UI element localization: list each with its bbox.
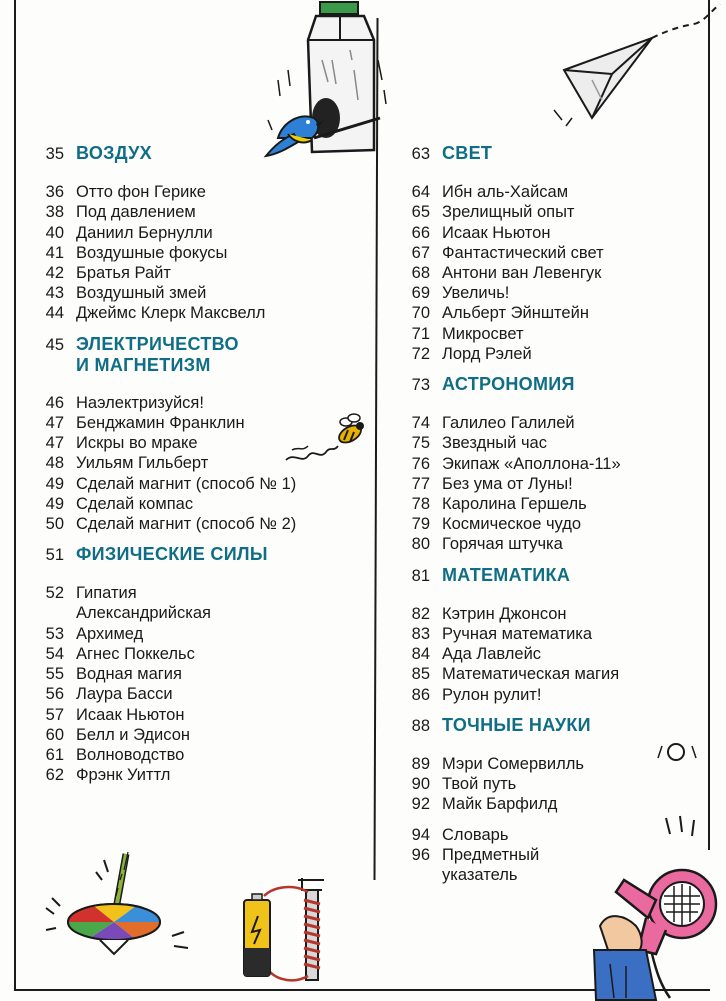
page-number: 80 [411, 535, 430, 554]
entry-title [442, 664, 619, 684]
page-number: 51 [45, 546, 64, 565]
page-number: 78 [411, 495, 430, 513]
entry-title [76, 624, 143, 644]
page-number: 89 [411, 755, 430, 773]
toc-entry [28, 684, 173, 704]
entry-title [442, 433, 547, 453]
entry-title [442, 324, 524, 344]
title-line: АСТРОНОМИЯ [442, 374, 575, 394]
title-line: Рулон рулит! [442, 685, 542, 704]
title-line: Воздушный змей [76, 284, 207, 303]
entry-title [442, 514, 581, 534]
title-line: Отто фон Герике [76, 183, 206, 202]
page-number: 76 [411, 454, 430, 473]
toc-entry [394, 754, 584, 774]
title-line: Наэлектризуйся! [76, 393, 204, 412]
page-number: 43 [45, 284, 64, 303]
title-line: Агнес Поккельс [76, 645, 195, 663]
title-line: Воздушные фокусы [76, 243, 228, 262]
entry-title [76, 182, 206, 202]
toc-entry [394, 774, 516, 794]
title-line-2: И МАГНЕТИЗМ [76, 354, 211, 375]
page-number: 83 [411, 625, 430, 643]
entry-title [76, 243, 227, 263]
section-heading [394, 374, 575, 395]
page-number: 38 [45, 203, 64, 222]
entry-title [442, 243, 604, 263]
entry-title [76, 202, 196, 222]
entry-title [76, 474, 296, 494]
page-number: 94 [411, 825, 430, 844]
entry-title [442, 344, 532, 364]
title-line: Волноводство [76, 746, 185, 764]
toc-entry [394, 324, 524, 344]
page-number: 64 [411, 183, 430, 202]
toc-entry [394, 794, 557, 814]
page-number: 79 [411, 515, 430, 534]
title-line: Под давлением [76, 203, 196, 222]
toc-entry [28, 494, 193, 514]
entry-title [442, 223, 550, 243]
toc-entry [28, 223, 213, 243]
title-line: Галилео Галилей [442, 414, 575, 433]
toc-entry [394, 454, 621, 474]
page-number: 77 [411, 474, 430, 493]
toc-entry [394, 344, 532, 364]
title-line: Зрелищный опыт [442, 203, 575, 222]
title-line: Уильям Гильберт [76, 454, 209, 473]
entry-title [76, 725, 190, 745]
toc-entry [28, 583, 211, 623]
title-line: Братья Райт [76, 264, 171, 282]
title-line-2: Александрийская [76, 604, 211, 623]
page-number: 56 [45, 685, 64, 704]
section-title [442, 374, 575, 395]
title-line: Предметный [442, 845, 540, 864]
entry-title [76, 684, 173, 704]
page-number: 81 [411, 566, 430, 585]
entry-title [442, 283, 509, 303]
title-line: Альберт Эйнштейн [442, 304, 589, 323]
title-line: Без ума от Луны! [442, 474, 573, 493]
page-number: 41 [45, 243, 64, 262]
title-line: Сделай компас [76, 494, 194, 513]
entry-title [442, 685, 541, 705]
page-number: 96 [411, 845, 430, 864]
title-line: Сделай магнит (способ № 1) [76, 474, 297, 493]
toc-entry [394, 243, 604, 263]
title-line: Джеймс Клерк Максвелл [76, 304, 266, 323]
toc-entry [28, 303, 265, 323]
entry-title [76, 514, 296, 534]
entry-title [442, 202, 575, 222]
page-number: 63 [411, 145, 430, 163]
entry-title [76, 433, 198, 453]
page-number: 42 [45, 264, 64, 282]
title-line: Бенджамин Франклин [76, 414, 245, 432]
title-line: Ибн аль-Хайсам [442, 183, 569, 202]
entry-title [442, 454, 621, 474]
entry-title [76, 263, 171, 283]
entry-title [76, 393, 204, 413]
toc-entry [394, 664, 619, 684]
toc-entry [394, 223, 550, 243]
page-number: 82 [411, 604, 430, 623]
page-number: 55 [45, 665, 64, 684]
section-title [442, 565, 570, 586]
toc-entry [28, 433, 198, 453]
entry-title [442, 825, 508, 845]
title-line: Космическое чудо [442, 515, 582, 534]
title-line: Микросвет [442, 324, 524, 343]
entry-title [442, 845, 539, 885]
title-line: СВЕТ [442, 143, 493, 163]
toc-entry [28, 283, 206, 303]
toc-entry [28, 664, 182, 684]
toc-entry [28, 644, 195, 664]
toc-entry [28, 263, 171, 283]
entry-title [442, 413, 575, 433]
page-number: 35 [45, 145, 64, 163]
page-number: 92 [411, 795, 430, 814]
page-number: 49 [45, 474, 64, 493]
page-number: 54 [45, 645, 64, 663]
toc-entry [394, 263, 601, 283]
title-line: Гипатия [76, 584, 137, 603]
toc-entry [394, 283, 509, 303]
title-line: Лорд Рэлей [442, 344, 532, 363]
page-number: 40 [45, 223, 64, 242]
toc-entry [394, 433, 547, 453]
title-line: Антони ван Левенгук [442, 264, 602, 282]
toc-entry [28, 705, 184, 725]
toc-entry [28, 765, 170, 785]
toc-entry [28, 745, 184, 765]
entry-title [76, 644, 195, 664]
spinning-top-icon [44, 850, 194, 970]
page-number: 73 [411, 376, 430, 394]
section-title [442, 143, 492, 164]
entry-title [76, 745, 184, 765]
entry-title [76, 223, 213, 243]
page-number: 61 [45, 746, 64, 764]
page-number: 47 [45, 414, 64, 432]
section-heading [394, 715, 591, 736]
section-title [76, 143, 152, 164]
entry-title [76, 705, 184, 725]
page-number: 52 [45, 584, 64, 603]
bee-icon [284, 412, 374, 468]
bird-feeder-icon [258, 0, 388, 170]
entry-title [76, 664, 182, 684]
title-line: Экипаж «Аполлона-11» [442, 454, 621, 473]
section-heading [28, 544, 268, 565]
entry-title [442, 644, 541, 664]
title-line: ВОЗДУХ [76, 143, 152, 163]
section-heading [28, 143, 152, 164]
toc-entry [28, 182, 206, 202]
title-line: Звездный час [442, 434, 547, 453]
hair-dryer-icon [586, 740, 726, 1000]
page-number: 72 [411, 344, 430, 363]
toc-entry [394, 825, 508, 845]
entry-title [442, 263, 601, 283]
page-number: 47 [45, 434, 64, 453]
title-line: Даниил Бернулли [76, 223, 213, 242]
toc-entry [28, 453, 208, 473]
page-number: 74 [411, 414, 430, 433]
title-line: Ада Лавлейс [442, 645, 542, 664]
page-number: 84 [411, 645, 430, 664]
page-number: 86 [411, 685, 430, 704]
entry-title [76, 303, 265, 323]
toc-entry [28, 393, 204, 413]
title-line: Кэтрин Джонсон [442, 604, 567, 623]
toc-entry [28, 514, 296, 534]
page-number: 88 [411, 716, 430, 735]
page-number: 69 [411, 284, 430, 303]
toc-entry [28, 243, 227, 263]
toc-entry [394, 534, 563, 554]
entry-title [442, 474, 573, 494]
entry-title [76, 413, 245, 433]
title-line: ЭЛЕКТРИЧЕСТВО [76, 333, 239, 354]
toc-entry [28, 413, 245, 433]
section-heading [28, 334, 239, 376]
entry-title [442, 794, 557, 814]
title-line: Лаура Басси [76, 685, 173, 704]
toc-entry [394, 494, 587, 514]
entry-title [442, 182, 568, 202]
title-line: Фрэнк Уиттл [76, 766, 171, 785]
entry-title [442, 604, 567, 624]
paper-plane-icon [552, 0, 722, 130]
page-number: 45 [45, 335, 64, 354]
page-number: 68 [411, 264, 430, 282]
page-number: 60 [45, 725, 64, 744]
toc-entry [394, 303, 589, 323]
title-line: Твой путь [442, 775, 517, 794]
entry-title [76, 453, 208, 473]
entry-title [442, 624, 592, 644]
entry-title [442, 303, 589, 323]
title-line: Сделай магнит (способ № 2) [76, 515, 297, 533]
page-number: 65 [411, 203, 430, 222]
title-line: Каролина Гершель [442, 495, 587, 513]
page-number: 36 [45, 183, 64, 202]
title-line: Словарь [442, 825, 509, 844]
toc-entry [28, 474, 296, 494]
page-number: 90 [411, 775, 430, 794]
section-heading [394, 565, 570, 586]
title-line-2: указатель [442, 865, 518, 884]
title-line: Исаак Ньютон [76, 705, 185, 724]
title-line: Белл и Эдисон [76, 725, 190, 744]
section-title [76, 544, 268, 565]
entry-title [442, 774, 516, 794]
toc-entry [28, 624, 143, 644]
page-number: 75 [411, 434, 430, 453]
title-line: Водная магия [76, 665, 182, 684]
entry-title [442, 754, 584, 774]
entry-title [442, 534, 563, 554]
page-number: 46 [45, 393, 64, 412]
left-border-line [14, 0, 16, 990]
entry-title [442, 494, 587, 514]
page-number: 67 [411, 243, 430, 262]
page-number: 85 [411, 665, 430, 684]
title-line: Майк Барфилд [442, 795, 558, 814]
toc-entry [394, 644, 541, 664]
toc-entry [394, 685, 541, 705]
toc-entry [394, 413, 575, 433]
page-number: 48 [45, 454, 64, 473]
title-line: ФИЗИЧЕСКИЕ СИЛЫ [76, 544, 268, 565]
toc-entry [394, 182, 568, 202]
toc-entry [394, 474, 573, 494]
page-number: 71 [411, 324, 430, 343]
page-number: 50 [45, 515, 64, 533]
page-number: 70 [411, 304, 430, 323]
title-line: Горячая штучка [442, 535, 563, 554]
toc-entry [394, 624, 592, 644]
entry-title [76, 494, 193, 514]
page-number: 53 [45, 624, 64, 643]
page-number: 66 [411, 223, 430, 242]
title-line: МАТЕМАТИКА [442, 564, 571, 585]
toc-entry [394, 202, 575, 222]
section-heading [394, 143, 492, 164]
toc-entry [394, 845, 539, 885]
title-line: Ручная математика [442, 625, 593, 643]
toc-entry [28, 202, 196, 222]
page-number: 57 [45, 705, 64, 724]
entry-title [76, 283, 206, 303]
title-line: Мэри Сомервилль [442, 755, 584, 773]
section-title [76, 334, 239, 376]
title-line: ТОЧНЫЕ НАУКИ [442, 714, 591, 735]
section-title [442, 715, 591, 736]
entry-title [76, 765, 170, 785]
title-line: Математическая магия [442, 665, 620, 684]
entry-title [76, 583, 211, 623]
title-line: Исаак Ньютон [442, 223, 551, 242]
toc-entry [394, 514, 581, 534]
page-number: 62 [45, 766, 64, 785]
battery-electromagnet-icon [234, 872, 344, 990]
title-line: Фантастический свет [442, 243, 604, 262]
title-line: Искры во мраке [76, 434, 198, 453]
title-line: Увеличь! [442, 284, 510, 303]
page-number: 49 [45, 494, 64, 513]
toc-entry [394, 604, 567, 624]
title-line: Архимед [76, 624, 144, 643]
toc-entry [28, 725, 190, 745]
page-number: 44 [45, 304, 64, 323]
